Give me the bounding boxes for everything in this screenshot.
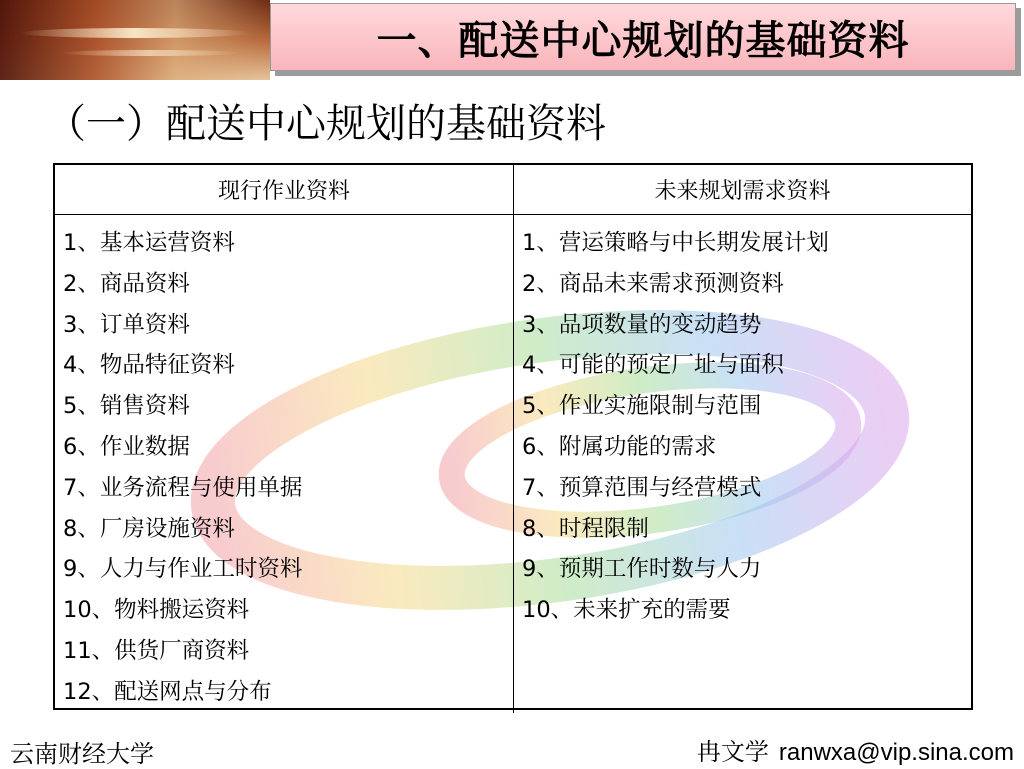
list-item: 3、订单资料 [63, 311, 190, 338]
footer-author-contact [697, 732, 1014, 767]
list-item: 9、人力与作业工时资料 [63, 556, 303, 583]
list-item: 1、营运策略与中长期发展计划 [522, 230, 829, 256]
list-item: 4、可能的预定厂址与面积 [522, 352, 784, 379]
planning-data-table [53, 163, 973, 710]
slide-title: 一、配送中心规划的基础资料 [376, 17, 910, 64]
list-item: 12、配送网点与分布 [63, 678, 272, 705]
list-item: 2、商品未来需求预测资料 [522, 270, 784, 297]
list-item: 3、品项数量的变动趋势 [522, 311, 762, 338]
footer-institution: 云南财经大学 [10, 740, 154, 768]
list-item: 6、作业数据 [63, 433, 190, 460]
list-item: 8、时程限制 [522, 515, 649, 542]
current-data-cell [55, 215, 514, 713]
list-item: 9、预期工作时数与人力 [522, 556, 762, 583]
footer-email: ranwxa@vip.sina.com [778, 739, 1014, 766]
corner-light-streak [20, 28, 250, 38]
list-item: 8、厂房设施资料 [63, 515, 235, 542]
list-item: 6、附属功能的需求 [522, 433, 717, 460]
title-banner [270, 3, 1016, 71]
list-item: 5、销售资料 [63, 393, 190, 420]
future-data-cell [514, 215, 971, 713]
footer-author: 冉文学 [696, 738, 769, 766]
list-item: 2、商品资料 [63, 270, 190, 297]
slide-subtitle: （一）配送中心规划的基础资料 [46, 101, 606, 147]
list-item: 7、业务流程与使用单据 [63, 474, 303, 501]
corner-light-streak [60, 50, 240, 56]
list-item: 5、作业实施限制与范围 [522, 393, 762, 420]
list-item: 4、物品特征资料 [63, 352, 235, 379]
list-item: 10、未来扩充的需要 [522, 597, 731, 624]
table-header-current: 现行作业资料 [55, 165, 514, 215]
list-item: 7、预算范围与经营模式 [522, 474, 762, 501]
table-header-future: 未来规划需求资料 [514, 165, 971, 215]
list-item: 11、供货厂商资料 [63, 637, 250, 664]
corner-decoration-image [0, 0, 270, 80]
list-item: 1、基本运营资料 [63, 230, 235, 256]
list-item: 10、物料搬运资料 [63, 597, 250, 624]
